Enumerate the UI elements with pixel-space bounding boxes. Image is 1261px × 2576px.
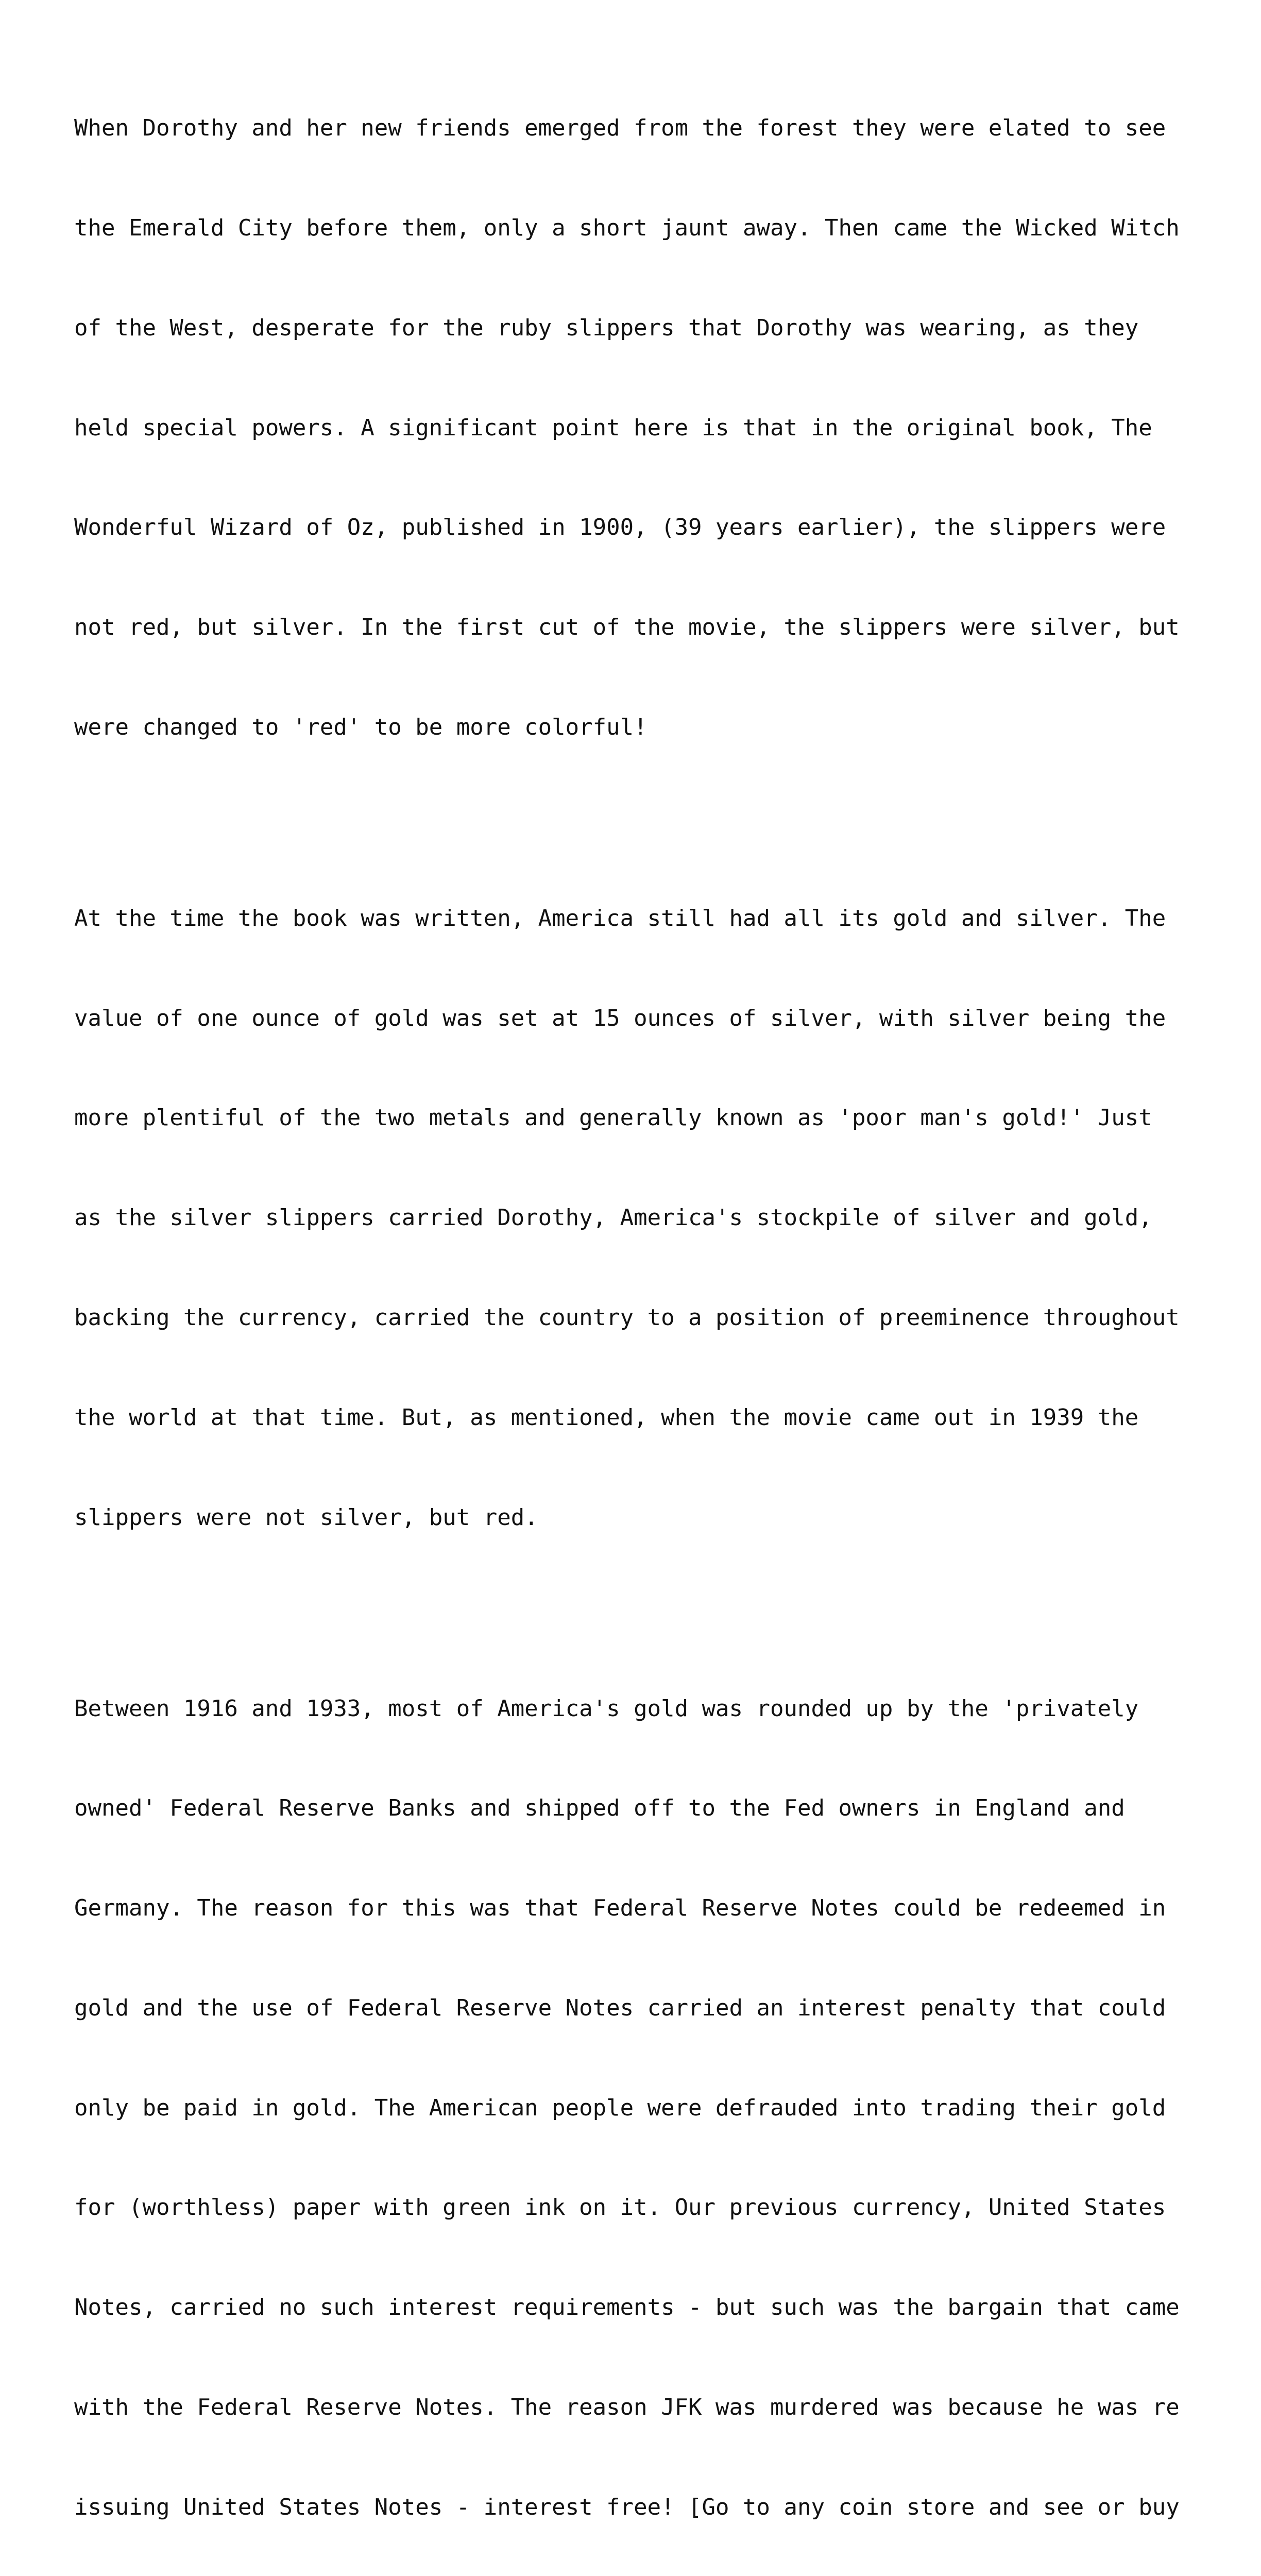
- text-line: When Dorothy and her new friends emerged from the forest they were elated to see: [74, 115, 1166, 142]
- document-page: [74, 45, 1187, 2576]
- text-line: At the time the book was written, America still had all its gold and silver. The: [74, 905, 1166, 931]
- text-line: issuing United States Notes - interest free! [Go to any coin store and see or buy: [74, 2494, 1180, 2520]
- paragraph-2: [74, 836, 1187, 1601]
- text-line: more plentiful of the two metals and generally known as 'poor man's gold!' Just: [74, 1105, 1152, 1131]
- text-line: gold and the use of Federal Reserve Notes carried an interest penalty that could: [74, 1994, 1166, 2021]
- text-line: Wonderful Wizard of Oz, published in 1900, (39 years earlier), the slippers were: [74, 514, 1166, 541]
- text-line: were changed to 'red' to be more colorful!: [74, 714, 647, 740]
- text-line: Between 1916 and 1933, most of America's gold was rounded up by the 'privately: [74, 1695, 1139, 1722]
- text-line: of the West, desperate for the ruby slippers that Dorothy was wearing, as they: [74, 314, 1139, 341]
- text-line: slippers were not silver, but red.: [74, 1504, 538, 1531]
- text-line: Notes, carried no such interest requirements - but such was the bargain that came: [74, 2294, 1180, 2321]
- paragraph-1: [74, 45, 1187, 811]
- text-line: as the silver slippers carried Dorothy, America's stockpile of silver and gold,: [74, 1205, 1152, 1231]
- paragraph-3: [74, 1625, 1187, 2576]
- text-line: the Emerald City before them, only a short jaunt away. Then came the Wicked Witch: [74, 214, 1180, 241]
- text-line: Germany. The reason for this was that Federal Reserve Notes could be redeemed in: [74, 1895, 1166, 1922]
- text-line: held special powers. A significant point here is that in the original book, The: [74, 414, 1152, 441]
- text-line: only be paid in gold. The American people were defrauded into trading their gold: [74, 2094, 1166, 2121]
- text-line: owned' Federal Reserve Banks and shipped off to the Fed owners in England and: [74, 1795, 1125, 1822]
- text-line: not red, but silver. In the first cut of the movie, the slippers were silver, but: [74, 614, 1180, 641]
- text-line: with the Federal Reserve Notes. The reason JFK was murdered was because he was re: [74, 2394, 1180, 2420]
- text-line: the world at that time. But, as mentioned, when the movie came out in 1939 the: [74, 1404, 1139, 1431]
- text-line: for (worthless) paper with green ink on it. Our previous currency, United States: [74, 2194, 1166, 2221]
- text-line: backing the currency, carried the country to a position of preeminence throughout: [74, 1304, 1180, 1331]
- text-line: value of one ounce of gold was set at 15 ounces of silver, with silver being the: [74, 1005, 1166, 1031]
